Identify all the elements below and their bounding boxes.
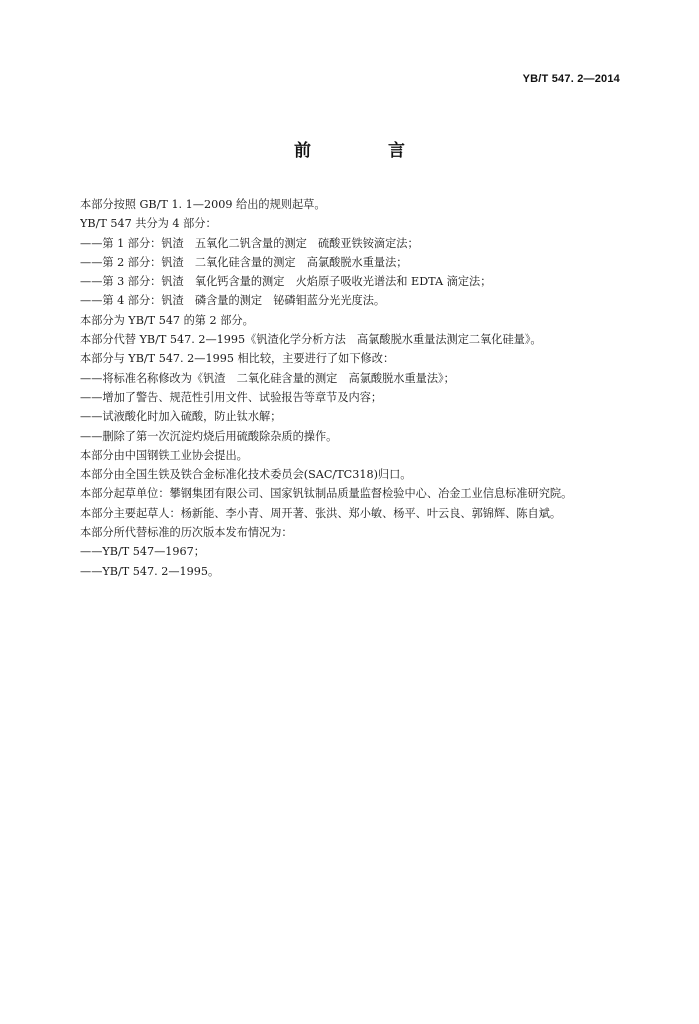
text-line: 本部分所代替标准的历次版本发布情况为： [80, 526, 293, 540]
text-line: 本部分由全国生铁及铁合金标准化技术委员会(SAC/TC318)归口。 [80, 468, 412, 482]
text-line: 本部分起草单位：攀钢集团有限公司、国家钒钛制品质量监督检验中心、冶金工业信息标准研究院。 [80, 487, 573, 501]
page-title: 前 言 [294, 141, 435, 161]
foreword-body [80, 195, 640, 581]
text-line: YB/T 547 共分为 4 部分： [80, 217, 217, 231]
list-item: ——第 3 部分：钒渣 氧化钙含量的测定 火焰原子吸收光谱法和 EDTA 滴定法； [80, 275, 492, 289]
text-line: 本部分代替 YB/T 547. 2—1995《钒渣化学分析方法 高氯酸脱水重量法测定二氧化硅量》。 [80, 333, 542, 347]
list-item: ——增加了警告、规范性引用文件、试验报告等章节及内容； [80, 390, 383, 404]
list-item: ——第 4 部分：钒渣 磷含量的测定 铋磷钼蓝分光光度法。 [80, 294, 386, 308]
list-item: ——将标准名称修改为《钒渣 二氧化硅含量的测定 高氯酸脱水重量法》； [80, 371, 455, 385]
text-line: 本部分主要起草人：杨新能、李小青、周开著、张洪、郑小敏、杨平、叶云良、郭锦辉、陈自斌。 [80, 506, 562, 520]
list-item: ——第 1 部分：钒渣 五氧化二钒含量的测定 硫酸亚铁铵滴定法； [80, 236, 419, 250]
text-line: 本部分与 YB/T 547. 2—1995 相比较，主要进行了如下修改： [80, 352, 395, 366]
text-line: 本部分按照 GB/T 1. 1—2009 给出的规则起草。 [80, 198, 326, 211]
list-item: ——删除了第一次沉淀灼烧后用硫酸除杂质的操作。 [80, 429, 338, 443]
standard-code: YB/T 547. 2—2014 [522, 73, 620, 85]
text-line: 本部分为 YB/T 547 的第 2 部分。 [80, 313, 254, 327]
text-line: 本部分由中国钢铁工业协会提出。 [80, 448, 248, 462]
list-item: ——第 2 部分：钒渣 二氧化硅含量的测定 高氯酸脱水重量法； [80, 255, 408, 269]
list-item: ——试液酸化时加入硫酸，防止钛水解； [80, 410, 282, 424]
list-item: ——YB/T 547. 2—1995。 [80, 564, 220, 578]
list-item: ——YB/T 547—1967； [80, 545, 205, 559]
